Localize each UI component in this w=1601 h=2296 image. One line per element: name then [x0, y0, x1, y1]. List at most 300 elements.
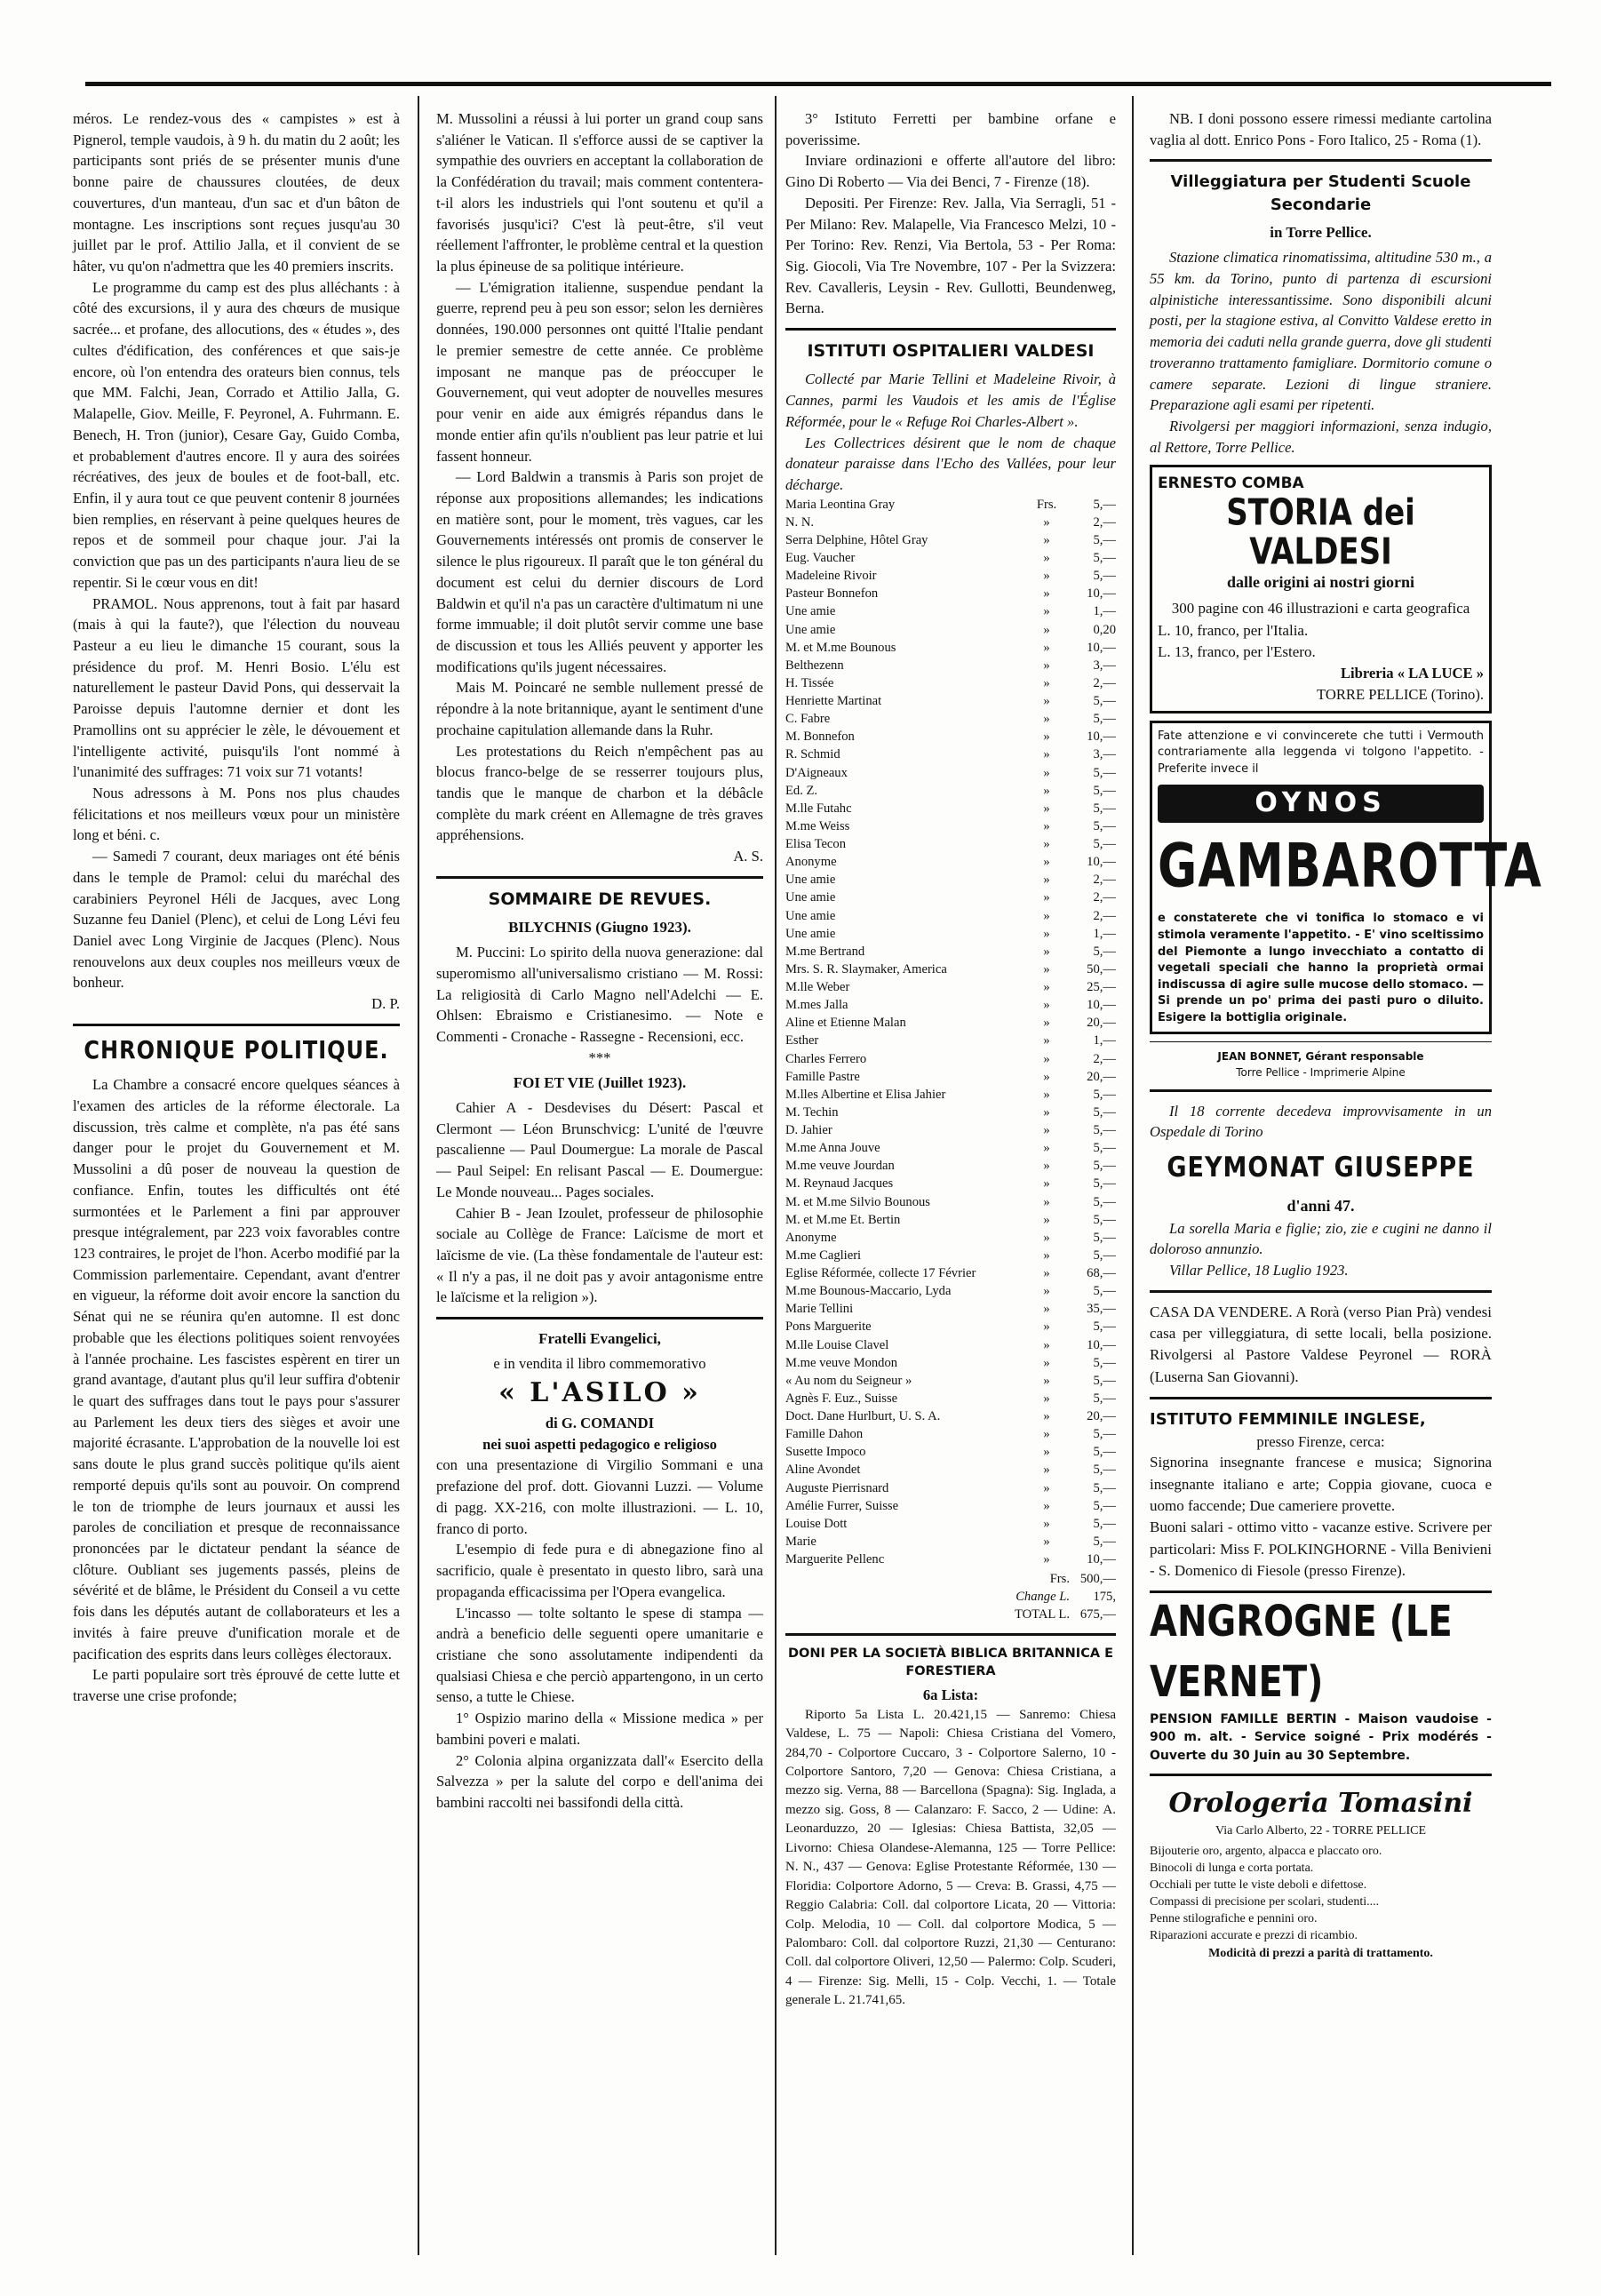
table-row	[785, 907, 1116, 925]
table-row	[785, 692, 1116, 710]
currency: »	[1043, 640, 1050, 655]
donor-name: Esther	[785, 1033, 819, 1048]
gerant: JEAN BONNET, Gérant responsable	[1217, 1050, 1424, 1064]
donor-name: D'Aigneaux	[785, 765, 848, 780]
obituary-name: GEYMONAT GIUSEPPE	[1167, 1152, 1475, 1184]
currency: »	[1043, 1033, 1050, 1048]
table-row	[785, 567, 1116, 585]
amount: 5,—	[1093, 1498, 1116, 1513]
amount: 5,—	[1093, 783, 1116, 798]
table-row	[785, 835, 1116, 853]
paragraph: Mais M. Poincaré ne semble nullement pressé de répondre à la note britannique, ayant le sentiment d'une prochaine capitulation allemande dans la Ruhr.	[436, 679, 763, 738]
column-1	[73, 108, 400, 1707]
donor-name: M.me Bounous-Maccario, Lyda	[785, 1284, 952, 1299]
table-row	[785, 1050, 1116, 1068]
amount: 2,—	[1093, 890, 1116, 905]
table-row	[785, 1247, 1116, 1264]
currency: »	[1043, 1337, 1050, 1352]
book-subtitle: nei suoi aspetti pedagogico e religioso	[482, 1435, 717, 1453]
ad-title: Orologeria Tomasini	[1168, 1787, 1473, 1819]
donor-name: Elisa Tecon	[785, 837, 847, 852]
table-row	[785, 1229, 1116, 1247]
divider	[1150, 1774, 1492, 1776]
donor-name: M. Bonnefon	[785, 729, 855, 745]
donor-name: Famille Pastre	[785, 1069, 860, 1084]
amount: 2,—	[1093, 873, 1116, 888]
paragraph: Le parti populaire sort très éprouvé de cette lutte et traverse une crise profonde;	[73, 1666, 400, 1705]
paragraph: La Chambre a consacré encore quelques séances à l'examen des articles de la réforme électorale. La discussion, très calme et complète, n'a pas été sans danger pour le projet du Gouvernement et M. Mussolini a dû poser de nouveau la question de confiance. Enfin, toutes les difficultés ont été surmontées et le Parlement a fini par approuver presque intégralement, par 223 voix favorables contre 123 contraires, le projet de l'hon. Acerbo modifié par la Commission parlementaire. Cependant, avant d'entrer en vigueur, la réforme doit avoir encore la sanction du Sénat qui ne se réunira qu'en automne. Il est donc probable que les élections politiques soient renvoyées à l'année prochaine. Les fascistes espèrent en tirer un grand avantage, d'autant plus qu'il leur suffira d'obtenir le quart des suffrages dans tout le pays pour s'assurer au Parlement les deux tiers des sièges et avoir une majorité écrasante. L'approbation de la nouvelle loi est sans doute le plus grand succès politique qu'ils aient remporté depuis qu'ils sont au pouvoir. On comprend le ton de triomphe de leurs journaux et aussi les paroles de conciliation et presque de reconnaissance prononcées par le dictateur pendant la séance de clôture. Oubliant ses jugements passés, pleins de sévérité et de blâme, le Président du Conseil a vu cette fois dans les députés autant de collaborateurs et les a invités à faire preuve d'unification morale et de pacification des esprits dans leurs collèges électoraux.	[73, 1076, 400, 1662]
ad-city: TORRE PELLICE (Torino).	[1317, 685, 1484, 703]
top-rule	[85, 82, 1551, 86]
table-row	[785, 1354, 1116, 1372]
amount: 5,—	[1093, 551, 1116, 566]
paragraph: Rivolgersi per maggiori informazioni, senza indugio, al Rettore, Torre Pellice.	[1150, 417, 1492, 456]
currency: »	[1043, 1552, 1050, 1567]
table-row	[785, 1425, 1116, 1443]
donor-name: Eug. Vaucher	[785, 551, 856, 566]
amount: 1,—	[1093, 926, 1116, 941]
brand-name: OYNOS	[1158, 785, 1484, 823]
table-row	[785, 1264, 1116, 1282]
currency: »	[1043, 765, 1050, 780]
donor-name: M.lle Weber	[785, 980, 850, 995]
currency: »	[1043, 1248, 1050, 1263]
currency: »	[1043, 980, 1050, 995]
table-row	[785, 978, 1116, 996]
review-title: FOI ET VIE (Juillet 1923).	[513, 1073, 687, 1091]
donor-name: Une amie	[785, 908, 836, 923]
amount: 5,—	[1093, 1194, 1116, 1209]
total-row	[785, 1570, 1116, 1588]
table-row	[785, 1193, 1116, 1211]
currency: »	[1043, 908, 1050, 923]
amount: 2,—	[1093, 514, 1116, 530]
total-value: 500,—	[1079, 1572, 1116, 1587]
amount: 5,—	[1093, 1230, 1116, 1245]
donor-name: « Au nom du Seigneur »	[785, 1373, 912, 1388]
amount: 0,20	[1093, 622, 1116, 637]
currency: »	[1043, 818, 1050, 833]
divider	[1150, 1041, 1492, 1042]
donor-name: Auguste Pierrisnard	[785, 1480, 889, 1495]
amount: 5,—	[1093, 837, 1116, 852]
amount: 10,—	[1087, 998, 1116, 1013]
table-row	[785, 514, 1116, 531]
amount: 10,—	[1087, 640, 1116, 655]
currency: »	[1043, 1212, 1050, 1227]
total-label: Frs.	[1049, 1572, 1070, 1587]
donor-name: D. Jahier	[785, 1123, 832, 1138]
table-row	[785, 1014, 1116, 1032]
paragraph: — Lord Baldwin a transmis à Paris son projet de réponse aux propositions allemandes; les indications en matière sont, pour le moment, très vagues, car les Gouvernements intéressés ont promis de conserver le silence le plus rigoureux. Il paraît que le ton général du document est celui du dernier discours de Lord Baldwin et qu'il n'a pas un caractère d'ultimatum ni une forme immuable; il doit plutôt servir comme une base de discussion et tous les Alliés peuvent y apporter les modifications qu'ils jugent nécessaires.	[436, 468, 763, 675]
donor-name: M. et M.me Bounous	[785, 640, 896, 655]
paragraph: M. Mussolini a réussi à lui porter un grand coup sans s'aliéner le Vatican. Il s'efforce aussi de se captiver la sympathie des ouvriers en acceptant la collaboration de la Confédération du travail; mais comment contentera-t-il alors les industriels qui l'ont soutenu et qu'il a favorisés jusqu'ici? C'est là peut-être, s'il veut réellement l'affronter, le problème central et la question la plus épineuse de sa politique intérieure.	[436, 110, 763, 275]
paragraph: 2° Colonia alpina organizzata dall'« Esercito della Salvezza » per la salute del corpo e dell'anima dei bambini raccolti nei bassifondi della città.	[436, 1751, 763, 1811]
table-row	[785, 657, 1116, 674]
paragraph: Nous adressons à M. Pons nos plus chaudes félicitations et nos meilleurs vœux pour un ministère long et béni. c.	[73, 785, 400, 844]
signature: D. P.	[371, 995, 400, 1013]
currency: »	[1043, 1123, 1050, 1138]
donor-name: Marie Tellini	[785, 1302, 854, 1317]
amount: 5,—	[1093, 1373, 1116, 1388]
currency: »	[1043, 926, 1050, 941]
currency: »	[1043, 837, 1050, 852]
currency: »	[1043, 1104, 1050, 1120]
table-row	[785, 1336, 1116, 1354]
amount: 5,—	[1093, 1104, 1116, 1120]
table-row	[785, 764, 1116, 782]
amount: 68,—	[1087, 1266, 1116, 1281]
amount: 5,—	[1093, 944, 1116, 959]
table-row	[785, 531, 1116, 549]
paragraph: Depositi. Per Firenze: Rev. Jalla, Via Serragli, 51 - Per Milano: Rev. Malapelle, Via Francesco Melzi, 10 - Per Torino: Rev. Renzi, Via Bertola, 53 - Per Roma: Sig. Giocoli, Via Tre Novembre, 107 - Per la Svizzera: Rev. Cavalleris, Leysin - Rev. Gullotti, Beundenweg, Berna.	[785, 194, 1116, 317]
table-row	[785, 853, 1116, 871]
review-title: BILYCHNIS (Giugno 1923).	[508, 919, 691, 937]
ad-subtitle: presso Firenze, cerca:	[1256, 1432, 1385, 1450]
donor-name: H. Tissée	[785, 675, 834, 690]
amount: 5,—	[1093, 1159, 1116, 1174]
paragraph: 3° Istituto Ferretti per bambine orfane e poverissime.	[785, 110, 1116, 148]
currency: »	[1043, 1266, 1050, 1281]
currency: »	[1043, 1069, 1050, 1084]
ad-title: Villeggiatura per Studenti Scuole Secondarie	[1170, 172, 1471, 215]
ad-author: ERNESTO COMBA	[1158, 474, 1304, 493]
brand-logo: GAMBAROTTA	[1158, 831, 1542, 902]
table-row	[785, 871, 1116, 889]
currency: »	[1043, 1087, 1050, 1102]
divider	[1150, 1089, 1492, 1092]
table-row	[785, 728, 1116, 745]
donor-name: Agnès F. Euz., Suisse	[785, 1391, 898, 1406]
amount: 5,—	[1093, 1534, 1116, 1549]
currency: »	[1043, 1409, 1050, 1424]
donor-name: M. Techin	[785, 1104, 839, 1120]
paragraph: con una presentazione di Virgilio Sommani e una prefazione del prof. dott. Giovanni Luzzi. — Volume di pagg. XX-216, con molte illustrazioni. — L. 10, franco di porto.	[436, 1456, 763, 1537]
amount: 1,—	[1093, 1033, 1116, 1048]
amount: 10,—	[1087, 586, 1116, 602]
currency: »	[1043, 1391, 1050, 1406]
amount: 5,—	[1093, 818, 1116, 833]
table-row	[785, 745, 1116, 763]
currency: »	[1043, 1445, 1050, 1460]
amount: 5,—	[1093, 1284, 1116, 1299]
total-row	[785, 1606, 1116, 1623]
currency: »	[1043, 569, 1050, 584]
donor-name: Madeleine Rivoir	[785, 569, 877, 584]
donor-list	[785, 496, 1116, 1569]
currency: »	[1043, 873, 1050, 888]
table-row	[785, 585, 1116, 602]
currency: »	[1043, 1302, 1050, 1317]
donor-name: M.lles Albertine et Elisa Jahier	[785, 1087, 946, 1102]
ad-price: L. 10, franco, per l'Italia.	[1158, 621, 1309, 639]
table-row	[785, 782, 1116, 800]
currency: »	[1043, 1498, 1050, 1513]
table-row	[785, 1407, 1116, 1425]
ad-text: Fate attenzione e vi convincerete che tutti i Vermouth contrariamente alla leggenda vi tolgono l'appetito. - Preferite invece il	[1158, 729, 1484, 776]
donor-name: M.me veuve Mondon	[785, 1355, 898, 1370]
oynos-ad	[1150, 721, 1542, 1035]
amount: 10,—	[1087, 855, 1116, 870]
paragraph: NB. I doni possono essere rimessi mediante cartolina vaglia al dott. Enrico Pons - Foro Italico, 25 - Roma (1).	[1150, 110, 1492, 148]
section-title: DONI PER LA SOCIETÀ BIBLICA BRITANNICA E FORESTIERA	[787, 1646, 1114, 1679]
divider	[436, 876, 763, 879]
currency: »	[1043, 1534, 1050, 1549]
table-row	[785, 602, 1116, 620]
ad-subtitle: dalle origini ai nostri giorni	[1226, 573, 1414, 592]
total-label: TOTAL L.	[1014, 1607, 1070, 1622]
amount: 5,—	[1093, 532, 1116, 547]
list-item: Compassi di precisione per scolari, studenti....	[1150, 1895, 1380, 1909]
total-row	[785, 1588, 1116, 1606]
currency: Frs.	[1036, 497, 1057, 512]
table-row	[785, 1086, 1116, 1104]
list-item: Binocoli di lunga e corta portata.	[1150, 1862, 1314, 1876]
currency: »	[1043, 944, 1050, 959]
section-title: ISTITUTI OSPITALIERI VALDESI	[807, 341, 1095, 362]
ad-text: e constaterete che vi tonifica lo stomaco e vi stimola veramente l'appetito. - E' vino sceltissimo del Piemonte a lungo invecchiato a contatto di vegetali speciali che hanno la proprietà ormai indiscussa di agire sulle mucose dello stomaco. — Si prende un po' prima dei pasti puro o diluito. Esigere la bottiglia originale.	[1158, 912, 1484, 1024]
paragraph: La sorella Maria e figlie; zio, zie e cugini ne danno il doloroso annunzio.	[1150, 1219, 1492, 1258]
table-row	[785, 1211, 1116, 1229]
amount: 5,—	[1093, 1427, 1116, 1442]
section-title: CHRONIQUE POLITIQUE.	[84, 1035, 389, 1064]
amount: 5,—	[1093, 801, 1116, 816]
table-row	[785, 996, 1116, 1014]
donor-name: M.lle Futahc	[785, 801, 852, 816]
table-row	[785, 1121, 1116, 1139]
amount: 5,—	[1093, 1087, 1116, 1102]
currency: »	[1043, 1230, 1050, 1245]
currency: »	[1043, 1284, 1050, 1299]
paragraph: Il 18 corrente decedeva improvvisamente in un Ospedale di Torino	[1150, 1102, 1492, 1141]
paragraph: Collecté par Marie Tellini et Madeleine Rivoir, à Cannes, parmi les Vaudois et les amis de l'Église Réformée, pour le « Refuge Roi Charles-Albert ».	[785, 371, 1116, 430]
donor-name: Serra Delphine, Hôtel Gray	[785, 532, 928, 547]
donor-name: M.me Bertrand	[785, 944, 865, 959]
currency: »	[1043, 1373, 1050, 1388]
divider	[1150, 1290, 1492, 1293]
amount: 5,—	[1093, 569, 1116, 584]
amount: 2,—	[1093, 675, 1116, 690]
donor-name: N. N.	[785, 514, 815, 530]
paragraph: Le programme du camp est des plus alléchants : à côté des excursions, il y aura des chœurs de musique sacrée... et profane, des allocutions, des « études », des cultes d'édification, des conférences et que sais-je encore, où l'on entendra des orateurs bien connus, tels que MM. Falchi, Jean, Corrado et Attilio Jalla, G. Malapelle, Giov. Meille, F. Peyronel, A. Fuhrmann. E. Benech, H. Tron (junior), Cesare Gay, Guido Comba, et probablement d'autres encore. Il y aura des soirées récréatives, des jeux de boules et de foot-ball, etc. Enfin, il y aura tout ce que peuvent contenir 8 journées bien remplies, en réservant à peine quelques heures de repos et de sommeil pour chaque jour. J'ai la conviction que pas un des participants n'aura lieu de se repentir. Si le cœur vous en dit!	[73, 278, 400, 591]
paragraph: Les Collectrices désirent que le nom de chaque donateur paraisse dans l'Echo des Vallées, pour leur décharge.	[785, 434, 1116, 493]
table-row	[785, 925, 1116, 943]
amount: 5,—	[1093, 712, 1116, 727]
ad-title: ISTITUTO FEMMINILE INGLESE,	[1150, 1409, 1426, 1429]
currency: »	[1043, 532, 1050, 547]
paragraph: L'esempio di fede pura e di abnegazione fino al sacrificio, quale è presentato in questo libro, sarà una propaganda efficacissima per l'Opera evangelica.	[436, 1541, 763, 1600]
stars-separator: ***	[588, 1048, 611, 1066]
currency: »	[1043, 1319, 1050, 1335]
amount: 10,—	[1087, 729, 1116, 745]
paragraph: Cahier A - Desdevises du Désert: Pascal et Clermont — Léon Brunschvicg: L'unité de l'œuvre pascalienne — Paul Doumergue: La morale de Pascal — Paul Seipel: En relisant Pascal — E. Doumergue: Le Monde nouveau... Pages sociales.	[436, 1098, 763, 1200]
table-row	[785, 1443, 1116, 1461]
ad-price: L. 13, franco, per l'Estero.	[1158, 642, 1316, 660]
amount: 5,—	[1093, 1516, 1116, 1531]
donor-name: M. et M.me Silvio Bounous	[785, 1194, 930, 1209]
table-row	[785, 1139, 1116, 1157]
amount: 5,—	[1093, 1123, 1116, 1138]
section-title: SOMMAIRE DE REVUES.	[488, 889, 712, 909]
total-label: Change L.	[1016, 1590, 1070, 1605]
storia-ad	[1150, 465, 1492, 713]
table-row	[785, 1479, 1116, 1497]
table-row	[785, 1551, 1116, 1568]
totals	[785, 1570, 1116, 1623]
donor-name: M. Reynaud Jacques	[785, 1176, 894, 1192]
amount: 5,—	[1093, 1176, 1116, 1192]
ad-address: Via Carlo Alberto, 22 - TORRE PELLICE	[1215, 1824, 1426, 1838]
currency: »	[1043, 783, 1050, 798]
amount: 5,—	[1093, 1463, 1116, 1478]
amount: 5,—	[1093, 1480, 1116, 1495]
table-row	[785, 1461, 1116, 1479]
currency: »	[1043, 1480, 1050, 1495]
ad-subtitle: e in vendita il libro commemorativo	[493, 1355, 706, 1373]
donor-name: M.me Caglieri	[785, 1248, 862, 1263]
table-row	[785, 1068, 1116, 1086]
ad-title: STORIA dei VALDESI	[1226, 490, 1415, 574]
divider	[436, 1317, 763, 1319]
donor-name: Eglise Réformée, collecte 17 Février	[785, 1266, 976, 1281]
ad-footer: Modicità di prezzi a parità di trattamento.	[1208, 1946, 1433, 1960]
donor-name: M.me veuve Jourdan	[785, 1159, 895, 1174]
paragraph: Buoni salari - ottimo vitto - vacanze estive. Scrivere per particolari: Miss F. POLKINGHORNE - Villa Benivieni - S. Domenico di Fiesole (presso Firenze).	[1150, 1519, 1492, 1579]
donor-name: Amélie Furrer, Suisse	[785, 1498, 899, 1513]
table-row	[785, 549, 1116, 567]
list-item: Riparazioni accurate e prezzi di ricambio.	[1150, 1928, 1358, 1942]
column-separator	[418, 96, 419, 2255]
currency: »	[1043, 586, 1050, 602]
donor-name: M. et M.me Et. Bertin	[785, 1212, 901, 1227]
ad-publisher: Libreria « LA LUCE »	[1340, 665, 1484, 682]
donor-name: Aline et Etienne Malan	[785, 1016, 906, 1031]
currency: »	[1043, 1141, 1050, 1156]
paragraph: Les protestations du Reich n'empêchent pas au blocus franco-belge de se resserrer toujours plus, tandis que le manque de charbon et la débâcle complète du mark créent en Allemagne de très graves appréhensions.	[436, 742, 763, 844]
table-row	[785, 1300, 1116, 1318]
paragraph: PRAMOL. Nous apprenons, tout à fait par hasard (mais à qui la faute?), que l'élection du nouveau Pasteur a eu lieu le dimanche 15 courant, sous la présidence du prof. M. Henri Bosio. L'élu est naturellement le pasteur David Pons, qui desservait la Paroisse depuis l'automne dernier et dont les Pramollins ont su apprécier le zèle, le dévouement et l'intelligente activité, puisqu'ils l'ont nommé à l'unanimité des suffrages: 71 voix sur 71 votants!	[73, 594, 400, 781]
table-row	[785, 639, 1116, 657]
currency: »	[1043, 801, 1050, 816]
table-row	[785, 800, 1116, 817]
currency: »	[1043, 855, 1050, 870]
currency: »	[1043, 622, 1050, 637]
total-value: 675,—	[1079, 1607, 1116, 1622]
column-3	[785, 108, 1116, 2011]
donor-name: Aline Avondet	[785, 1463, 861, 1478]
currency: »	[1043, 514, 1050, 530]
list-number: 6a Lista:	[922, 1686, 979, 1703]
currency: »	[1043, 658, 1050, 673]
amount: 5,—	[1093, 1319, 1116, 1335]
table-row	[785, 621, 1116, 639]
currency: »	[1043, 1463, 1050, 1478]
paragraph: méros. Le rendez-vous des « campistes » est à Pignerol, temple vaudois, à 9 h. du matin du 2 août; les participants sont priés de se présenter munis d'une bonne paire de chaussures cloutées, de deux couvertures, d'un manteau, d'un sac et d'un bâton de montagne. Les inscriptions sont reçues jusqu'au 30 juillet par le prof. Attilio Jalla, et il convient de se hâter, vu qu'on n'admettra que les 40 premiers inscrits.	[73, 110, 400, 275]
donor-name: Susette Impoco	[785, 1445, 866, 1460]
paragraph: 1° Ospizio marino della « Missione medica » per bambini poveri e malati.	[436, 1710, 763, 1748]
table-row	[785, 674, 1116, 692]
donor-name: Anonyme	[785, 855, 837, 870]
donor-name: Pasteur Bonnefon	[785, 586, 879, 602]
amount: 10,—	[1087, 1337, 1116, 1352]
donor-name: Doct. Dane Hurlburt, U. S. A.	[785, 1409, 941, 1424]
divider	[1150, 1397, 1492, 1399]
donor-name: M.mes Jalla	[785, 998, 848, 1013]
table-row	[785, 1318, 1116, 1335]
amount: 20,—	[1087, 1409, 1116, 1424]
amount: 2,—	[1093, 1051, 1116, 1066]
paragraph: Riporto 5a Lista L. 20.421,15 — Sanremo: Chiesa Valdese, L. 75 — Napoli: Chiesa Cristiana del Vomero, 284,70 - Colportore Cuccaro, 3 - Colportore Salerno, 10 - Colportore Santoro, 7,20 — Genova: Chiesa Cristiana, a mezzo sig. Verna, 88 — Barcellona (Spagna): Sig. Inglada, a mezzo sig. Goss, 8 — Calanzaro: F. Sacco, 2 — Udine: A. Leonarduzzo, 20 — Iglesias: Chiesa Battista, 32,05 — Livorno: Chiesa Olandese-Alemanna, 125 — Torre Pellice: N. N., 437 — Genova: Eglise Protestante Réformée, 130 — Floridia: Colportore Adorno, 5 — Creva: B. Grassi, 4,75 — Reggio Calabria: Coll. dal colportore Licata, 20 — Vittoria: Colp. Melodia, 10 — Coll. dal colportore Modica, 5 — Palombaro: Coll. dal colportore Ruzzi, 21,30 — Centurano: Coll. dal colportore Oliveri, 12,50 — Palermo: Colp. Scuderi, 4 — Firenze: Sig. Melli, 15 - Colp. Vecchi, 1. — Totale generale L. 21.741,65.	[785, 1707, 1116, 2008]
table-row	[785, 1515, 1116, 1533]
column-4	[1150, 108, 1542, 1963]
paragraph: PENSION FAMILLE BERTIN - Maison vaudoise - 900 m. alt. - Service soigné - Prix modérés - Ouverte du 30 Juin au 30 Septembre.	[1150, 1712, 1492, 1763]
paragraph: — L'émigration italienne, suspendue pendant la guerre, reprend peu à peu son essor; selon les dernières données, 190.000 personnes ont quitté l'Italie pendant le premier semestre de cette année. Ce problème imposant ne manque pas de préoccuper le Gouvernement, qui veut adopter de nouvelles mesures pour venir en aide aux émigrés répandus dans le monde entier afin qu'ils n'oublient pas leur patrie et lui fassent honneur.	[436, 278, 763, 465]
amount: 50,—	[1087, 961, 1116, 977]
table-row	[785, 1104, 1116, 1121]
ad-subtitle: in Torre Pellice.	[1270, 223, 1372, 241]
donor-name: Une amie	[785, 622, 836, 637]
donor-name: C. Fabre	[785, 712, 831, 727]
book-title: « L'ASILO »	[498, 1377, 701, 1409]
donor-name: Mrs. S. R. Slaymaker, America	[785, 961, 947, 977]
amount: 10,—	[1087, 1552, 1116, 1567]
donor-name: Pons Marguerite	[785, 1319, 872, 1335]
amount: 3,—	[1093, 747, 1116, 762]
paragraph: L'incasso — tolte soltanto le spese di stampa — andrà a beneficio delle seguenti opere umanitarie e cristiane che sono assolutamente indipendenti da qualsiasi Chiesa e che perciò appartengono, in un certo senso, a tutte le Chiese.	[436, 1604, 763, 1706]
donor-name: Anonyme	[785, 1230, 837, 1245]
donor-name: Marie	[785, 1534, 816, 1549]
amount: 5,—	[1093, 765, 1116, 780]
donor-name: Louise Dott	[785, 1516, 848, 1531]
divider	[785, 1633, 1116, 1636]
currency: »	[1043, 1176, 1050, 1192]
currency: »	[1043, 1194, 1050, 1209]
currency: »	[1043, 694, 1050, 709]
paragraph: M. Puccini: Lo spirito della nuova generazione: dal superomismo all'universalismo cristiano — M. Rossi: La religiosità di Carlo Magno nell'Adelchi — E. Ohlsen: Ebraismo e Cristianesimo. — Note e Commenti - Cronache - Rassegne - Recensioni, ecc.	[436, 944, 763, 1046]
table-row	[785, 1175, 1116, 1192]
divider	[73, 1024, 400, 1026]
table-row	[785, 710, 1116, 728]
ad-title: ANGROGNE (LE VERNET)	[1150, 1597, 1453, 1708]
amount: 5,—	[1093, 1212, 1116, 1227]
column-separator	[1132, 96, 1134, 2255]
paragraph: CASA DA VENDERE. A Rorà (verso Pian Prà) vendesi casa per villeggiatura, di sette locali, bella posizione. Rivolgersi al Pastore Valdese Peyronel — RORÀ (Luserna San Giovanni).	[1150, 1303, 1492, 1385]
donor-name: Une amie	[785, 873, 836, 888]
currency: »	[1043, 1051, 1050, 1066]
currency: »	[1043, 551, 1050, 566]
divider	[1150, 159, 1492, 162]
currency: »	[1043, 604, 1050, 619]
amount: 5,—	[1093, 1248, 1116, 1263]
amount: 20,—	[1087, 1016, 1116, 1031]
currency: »	[1043, 890, 1050, 905]
table-row	[785, 496, 1116, 514]
table-row	[785, 961, 1116, 978]
currency: »	[1043, 675, 1050, 690]
obituary-age: d'anni 47.	[1286, 1196, 1355, 1215]
donor-name: Une amie	[785, 604, 836, 619]
ad-text: 300 pagine con 46 illustrazioni e carta geografica	[1171, 600, 1470, 618]
amount: 5,—	[1093, 694, 1116, 709]
currency: »	[1043, 1159, 1050, 1174]
paragraph: Stazione climatica rinomatissima, altitudine 530 m., a 55 km. da Torino, punto di partenza di escursioni alpinistiche interessantissime. Sono disponibili alcuni posti, per la stagione estiva, al Convitto Valdese eretto in memoria dei caduti nella grande guerra, dove gli studenti troveranno trattamento famigliare. Dormitorio comune o camere separate. Lezioni di lingue straniere. Preparazione agli esami per ripetenti.	[1150, 249, 1492, 414]
paragraph: Inviare ordinazioni e offerte all'autore del libro: Gino Di Roberto — Via dei Benci, 7 - Firenze (18).	[785, 152, 1116, 191]
imprimerie: Torre Pellice - Imprimerie Alpine	[1236, 1065, 1406, 1079]
donor-name: Ed. Z.	[785, 783, 818, 798]
divider	[785, 328, 1116, 331]
amount: 3,—	[1093, 658, 1116, 673]
amount: 20,—	[1087, 1069, 1116, 1084]
